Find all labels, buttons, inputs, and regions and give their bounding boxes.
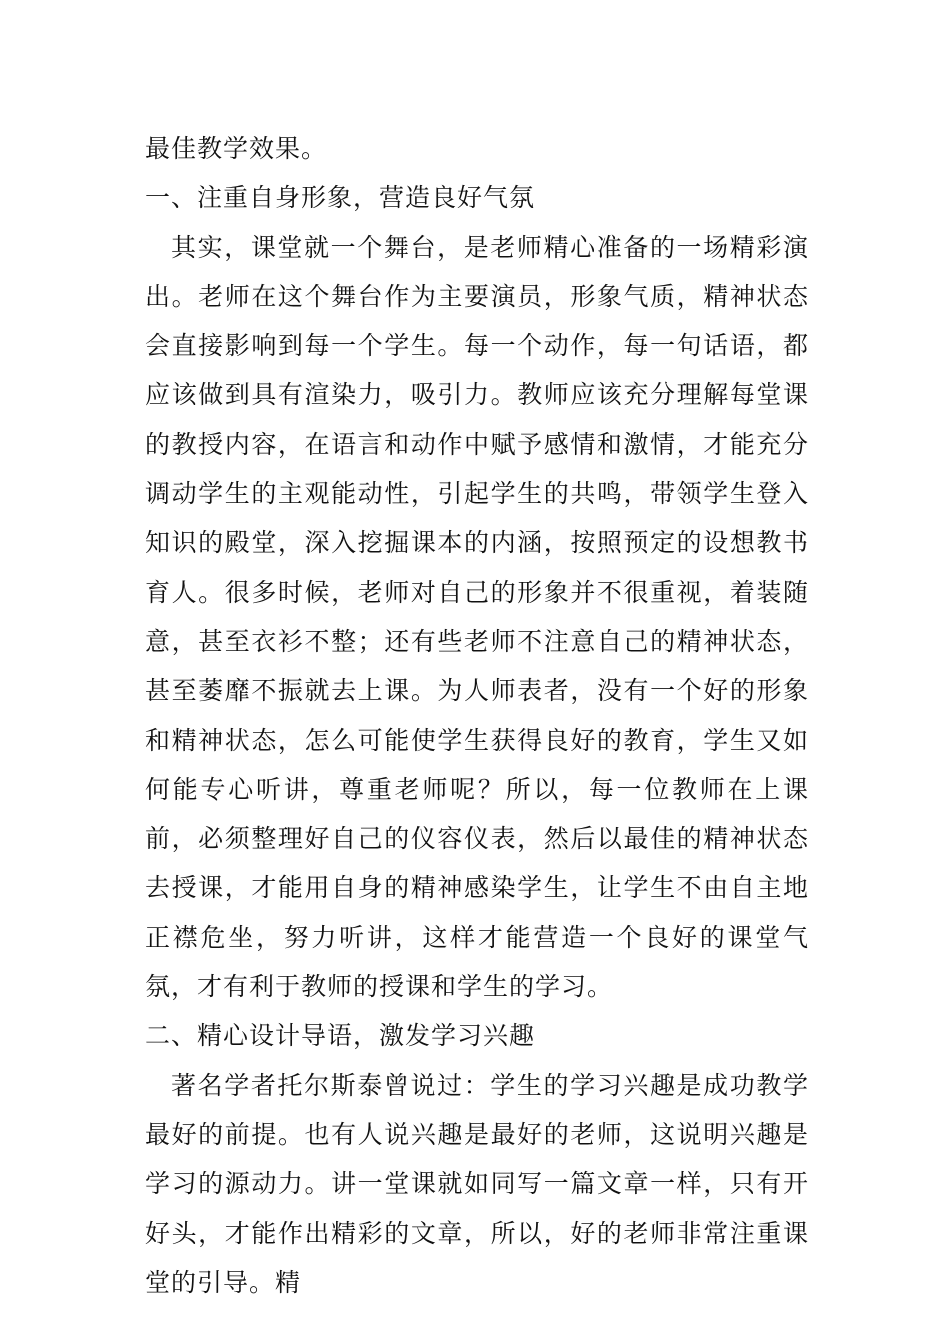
section-body-1: 其实，课堂就一个舞台，是老师精心准备的一场精彩演出。老师在这个舞台作为主要演员，形象气质，精神状态会直接影响到每一个学生。每一个动作，每一句话语，都应该做到具有渲染力，吸引力。教师应该充分理解每堂课的教授内容，在语言和动作中赋予感情和激情，才能充分调动学生的主观能动性，引起学生的共鸣，带领学生登入知识的殿堂，深入挖掘课本的内涵，按照预定的设想教书育人。很多时候，老师对自己的形象并不很重视，着装随意，甚至衣衫不整；还有些老师不注意自己的精神状态，甚至萎靡不振就去上课。为人师表者，没有一个好的形象和精神状态，怎么可能使学生获得良好的教育，学生又如何能专心听讲，尊重老师呢？所以，每一位教师在上课前，必须整理好自己的仪容仪表，然后以最佳的精神状态去授课，才能用自身的精神感染学生，让学生不由自主地正襟危坐，努力听讲，这样才能营造一个良好的课堂气氛，才有利于教师的授课和学生的学习。 — [145, 232, 809, 1002]
section-heading-2: 二、精心设计导语，激发学习兴趣 — [145, 1021, 536, 1051]
section-heading-1: 一、注重自身形象，营造良好气氛 — [145, 183, 536, 213]
document-body — [145, 124, 809, 1307]
lead-line: 最佳教学效果。 — [145, 134, 328, 163]
section-body-2: 著名学者托尔斯泰曾说过：学生的学习兴趣是成功教学最好的前提。也有人说兴趣是最好的老师，这说明兴趣是学习的源动力。讲一堂课就如同写一篇文章一样，只有开好头，才能作出精彩的文章，所以，好的老师非常注重课堂的引导。精 — [145, 1070, 809, 1297]
